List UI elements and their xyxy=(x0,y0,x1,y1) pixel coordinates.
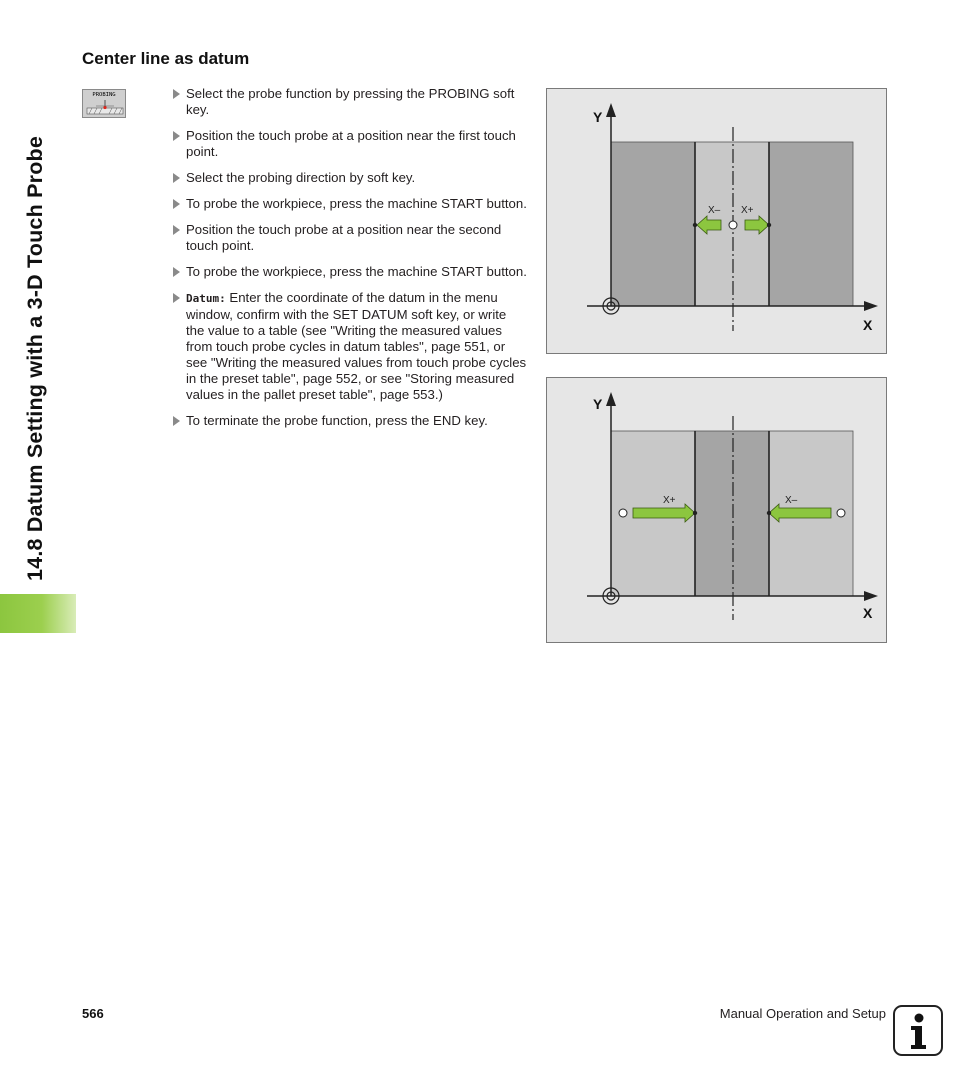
bullet-triangle-icon xyxy=(173,225,180,235)
bullet-triangle-icon xyxy=(173,267,180,277)
workpiece-right-block xyxy=(769,142,853,306)
step-item: To probe the workpiece, press the machine START button. xyxy=(172,264,527,280)
left-direction-label: X– xyxy=(708,205,721,216)
bullet-triangle-icon xyxy=(173,293,180,303)
step-list xyxy=(172,86,527,439)
figure-probe-outside xyxy=(546,377,887,643)
workpiece-center-web xyxy=(695,431,769,596)
page-number: 566 xyxy=(82,1006,104,1021)
y-axis-arrow-icon xyxy=(606,103,616,117)
right-direction-label: X+ xyxy=(741,205,754,216)
step-item: Select the probe function by pressing the PROBING soft key. xyxy=(172,86,527,118)
footer-title: Manual Operation and Setup xyxy=(719,1006,886,1021)
probe-start-left-icon xyxy=(619,509,627,517)
softkey-label: PROBING xyxy=(92,92,116,98)
x-axis-arrow-icon xyxy=(864,591,878,601)
bullet-triangle-icon xyxy=(173,199,180,209)
step-item: Datum: Enter the coordinate of the datum in the menu window, confirm with the SET DATUM soft key, or write the value to a table (see "Writing the measured values from touch probe cycles in datum tables", page 551, or see "Writing the measured values from touch probe cycles in the preset table", page 552, or see "Storing measured values in the pallet preset table", page 553.) xyxy=(172,290,527,403)
diagram-probe-inside xyxy=(547,89,888,355)
info-icon xyxy=(893,1005,943,1056)
step-item: To terminate the probe function, press the END key. xyxy=(172,413,527,429)
step-item: Select the probing direction by soft key. xyxy=(172,170,527,186)
left-direction-label: X+ xyxy=(663,495,676,506)
diagram-probe-outside xyxy=(547,378,888,644)
right-direction-label: X– xyxy=(785,495,798,506)
chapter-title-text: 14.8 Datum Setting with a 3-D Touch Probe xyxy=(23,135,47,581)
workpiece-left-block xyxy=(611,142,695,306)
bullet-triangle-icon xyxy=(173,131,180,141)
datum-keyword: Datum: xyxy=(186,292,226,305)
bullet-triangle-icon xyxy=(173,89,180,99)
probe-graphic-icon xyxy=(83,90,127,119)
section-heading: Center line as datum xyxy=(82,49,250,68)
x-axis-label: X xyxy=(863,317,873,333)
figure-probe-inside xyxy=(546,88,887,354)
x-axis-arrow-icon xyxy=(864,301,878,311)
bullet-triangle-icon xyxy=(173,173,180,183)
x-axis-label: X xyxy=(863,605,873,621)
y-axis-label: Y xyxy=(593,109,603,125)
y-axis-arrow-icon xyxy=(606,392,616,406)
step-item: Position the touch probe at a position near the second touch point. xyxy=(172,222,527,254)
chapter-color-tab xyxy=(0,594,76,633)
step-item: Position the touch probe at a position near the first touch point. xyxy=(172,128,527,160)
probing-softkey-icon xyxy=(82,89,126,118)
y-axis-label: Y xyxy=(593,396,603,412)
step-item: To probe the workpiece, press the machine START button. xyxy=(172,196,527,212)
bullet-triangle-icon xyxy=(173,416,180,426)
probe-start-point-icon xyxy=(729,221,737,229)
probe-start-right-icon xyxy=(837,509,845,517)
